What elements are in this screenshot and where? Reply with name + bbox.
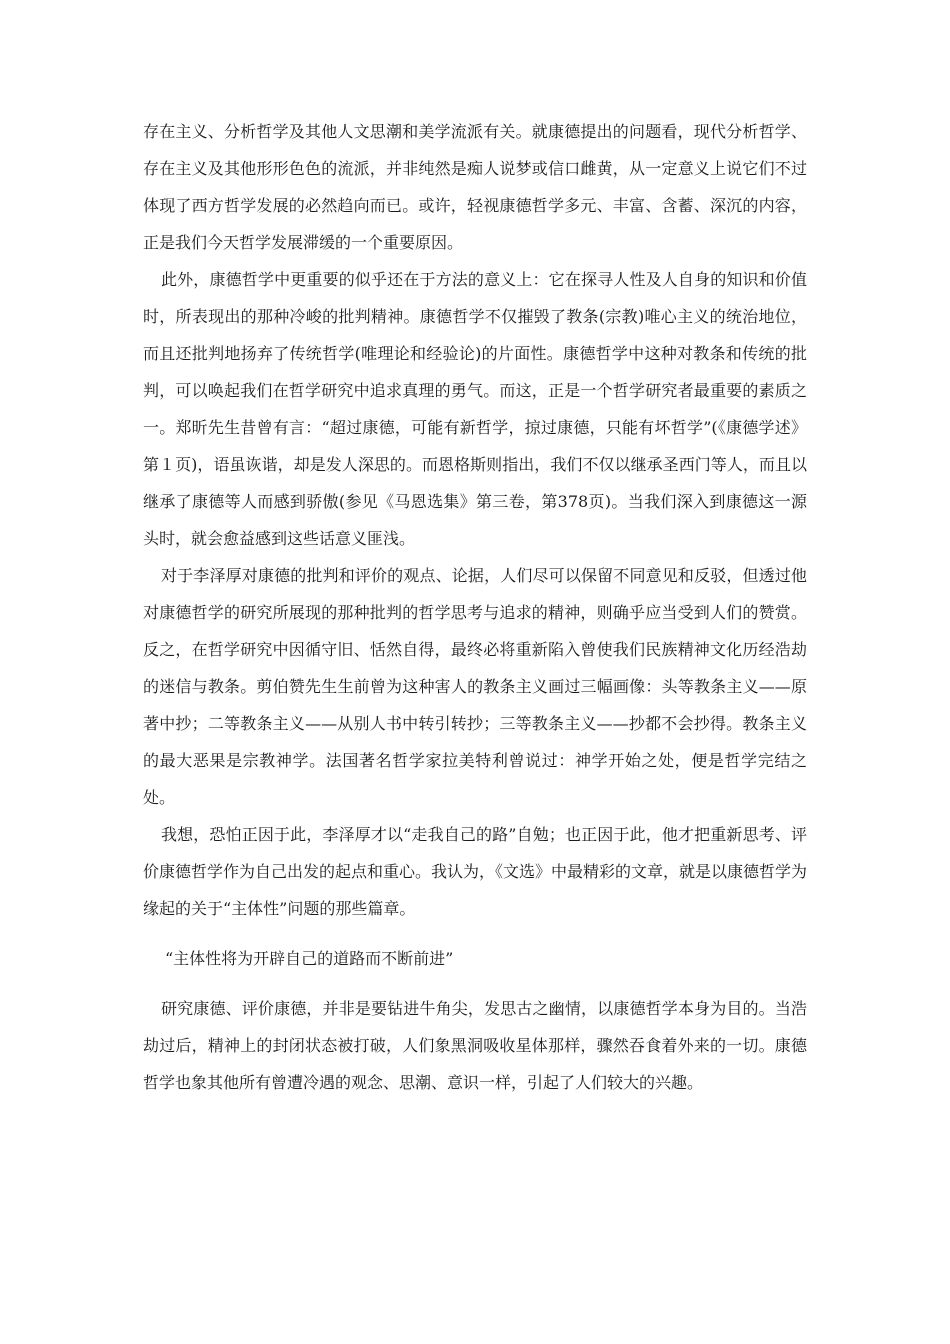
paragraph-research: 研究康德、评价康德，并非是要钻进牛角尖，发思古之幽情，以康德哲学本身为目的。当浩劫过后，精神上的封闭状态被打破，人们象黑洞吸收星体那样，骤然吞食着外来的一切。康德哲学也象其他所有曾遭冷遇的观念、思潮、意识一样，引起了人们较大的兴趣。	[143, 999, 807, 1092]
paragraph-continuation: 存在主义、分析哲学及其他人文思潮和美学流派有关。就康德提出的问题看，现代分析哲学、存在主义及其他形形色色的流派，并非纯然是痴人说梦或信口雌黄，从一定意义上说它们不过体现了西方哲学发展的必然趋向而已。或许，轻视康德哲学多元、丰富、含蓄、深沉的内容，正是我们今天哲学发展滞缓的一个重要原因。	[143, 122, 807, 252]
section-heading: “主体性将为开辟自己的道路而不断前进”	[165, 949, 454, 968]
body-text	[143, 113, 807, 1101]
paragraph-critique: 对于李泽厚对康德的批判和评价的观点、论据，人们尽可以保留不同意见和反驳，但透过他对康德哲学的研究所展现的那种批判的哲学思考与追求的精神，则确乎应当受到人们的赞赏。反之，在哲学研究中因循守旧、恬然自得，最终必将重新陷入曾使我们民族精神文化历经浩劫的迷信与教条。剪伯赞先生生前曾为这种害人的教条主义画过三幅画像：头等教条主义——原著中抄；二等教条主义——从别人书中转引转抄；三等教条主义——抄都不会抄得。教条主义的最大恶果是宗教神学。法国著名哲学家拉美特利曾说过：神学开始之处，便是哲学完结之处。	[143, 566, 807, 807]
paragraph-method: 此外，康德哲学中更重要的似乎还在于方法的意义上：它在探寻人性及人自身的知识和价值时，所表现出的那种冷峻的批判精神。康德哲学不仅摧毁了教条(宗教)唯心主义的统治地位，而且还批判地扬弃了传统哲学(唯理论和经验论)的片面性。康德哲学中这种对教条和传统的批判，可以唤起我们在哲学研究中追求真理的勇气。而这，正是一个哲学研究者最重要的素质之一。郑昕先生昔曾有言：“超过康德，可能有新哲学，掠过康德，只能有坏哲学”(《康德学述》第１页)，语虽诙谐，却是发人深思的。而恩格斯则指出，我们不仅以继承圣西门等人，而且以继承了康德等人而感到骄傲(参见《马恩选集》第三卷，第378页)。当我们深入到康德这一源头时，就会愈益感到这些话意义匪浅。	[143, 270, 807, 548]
paragraph-own-road: 我想，恐怕正因于此，李泽厚才以“走我自己的路”自勉；也正因于此，他才把重新思考、评价康德哲学作为自己出发的起点和重心。我认为，《文选》中最精彩的文章，就是以康德哲学为缘起的关于“主体性”问题的那些篇章。	[143, 825, 808, 918]
